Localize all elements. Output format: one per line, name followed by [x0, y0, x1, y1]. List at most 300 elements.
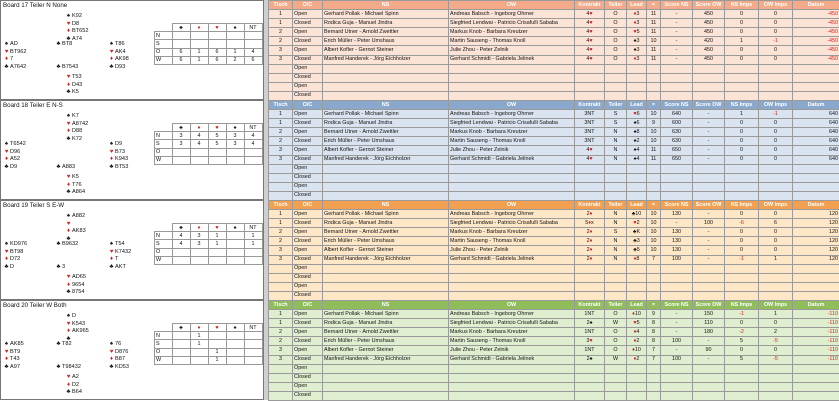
result-cell[interactable]: Erich Müller - Peter Umshaus	[323, 137, 449, 146]
result-cell[interactable]: 4♥	[575, 46, 605, 55]
result-cell[interactable]: Andreas Babsch - Ingeborg Ohrner	[449, 10, 575, 19]
result-cell[interactable]: O	[605, 19, 627, 28]
result-cell[interactable]: Open	[293, 310, 323, 319]
result-cell[interactable]	[661, 373, 693, 382]
result-cell[interactable]: Open	[293, 164, 323, 173]
result-cell[interactable]: Closed	[293, 191, 323, 200]
result-cell[interactable]	[323, 282, 449, 291]
result-cell[interactable]	[605, 273, 627, 282]
result-cell[interactable]	[575, 64, 605, 73]
result-cell[interactable]: Gerhard Schmidt - Gabriela Jelinek	[449, 355, 575, 364]
result-cell[interactable]: -5	[759, 337, 793, 346]
result-cell[interactable]: 180	[693, 328, 725, 337]
result-cell[interactable]: -110	[793, 310, 839, 319]
result-cell[interactable]: -	[661, 28, 693, 37]
result-cell[interactable]: 2♦	[575, 237, 605, 246]
result-cell[interactable]: 2♦	[575, 228, 605, 237]
result-cell[interactable]: Martin Sauseng - Thomas Knoll	[449, 37, 575, 46]
result-cell[interactable]: Julie Zhou - Peter Zelnik	[449, 346, 575, 355]
result-cell[interactable]: ♦2	[627, 355, 647, 364]
result-cell[interactable]	[725, 64, 759, 73]
result-cell[interactable]	[575, 264, 605, 273]
result-cell[interactable]	[627, 364, 647, 373]
result-cell[interactable]: ♣10	[627, 210, 647, 219]
result-cell[interactable]	[759, 73, 793, 82]
result-cell[interactable]	[759, 373, 793, 382]
result-cell[interactable]: 1	[269, 210, 293, 219]
result-cell[interactable]: 0	[759, 128, 793, 137]
result-cell[interactable]: 3NT	[575, 110, 605, 119]
result-cell[interactable]: ♠4	[627, 155, 647, 164]
result-cell[interactable]: 0	[725, 210, 759, 219]
result-cell[interactable]: 1	[269, 10, 293, 19]
result-cell[interactable]	[793, 373, 839, 382]
result-cell[interactable]: 3	[269, 346, 293, 355]
result-cell[interactable]: Rodica Guja - Manuel Jindra	[323, 119, 449, 128]
result-cell[interactable]	[793, 273, 839, 282]
result-cell[interactable]: 0	[725, 228, 759, 237]
result-cell[interactable]	[759, 182, 793, 191]
result-cell[interactable]: 3	[269, 355, 293, 364]
result-cell[interactable]	[575, 73, 605, 82]
result-cell[interactable]: 0	[725, 28, 759, 37]
result-cell[interactable]: Closed	[293, 237, 323, 246]
result-cell[interactable]: Open	[293, 82, 323, 91]
result-cell[interactable]: 450	[693, 10, 725, 19]
result-cell[interactable]: Siegfried Lendwai - Patricio Crisafulli Sababa	[449, 119, 575, 128]
result-cell[interactable]: ♠8	[627, 128, 647, 137]
result-cell[interactable]: 0	[725, 46, 759, 55]
result-cell[interactable]	[793, 382, 839, 391]
result-cell[interactable]: ♣K	[627, 228, 647, 237]
result-cell[interactable]: 110	[693, 319, 725, 328]
result-cell[interactable]	[759, 264, 793, 273]
result-cell[interactable]	[269, 64, 293, 73]
result-cell[interactable]: Closed	[293, 355, 323, 364]
result-cell[interactable]: 2♠	[575, 319, 605, 328]
result-cell[interactable]: -1	[725, 255, 759, 264]
result-cell[interactable]	[661, 182, 693, 191]
result-cell[interactable]: Gerhard Schmidt - Gabriela Jelinek	[449, 255, 575, 264]
result-cell[interactable]: -5	[759, 355, 793, 364]
result-cell[interactable]	[449, 382, 575, 391]
result-cell[interactable]: 1	[269, 110, 293, 119]
result-cell[interactable]: ♣3	[627, 237, 647, 246]
result-cell[interactable]: -2	[725, 328, 759, 337]
result-cell[interactable]	[647, 64, 661, 73]
result-cell[interactable]	[627, 64, 647, 73]
result-cell[interactable]: 1	[759, 255, 793, 264]
result-cell[interactable]	[269, 73, 293, 82]
result-cell[interactable]: Gerhard Pollak - Michael Spinn	[323, 110, 449, 119]
result-cell[interactable]: Closed	[293, 73, 323, 82]
result-cell[interactable]	[575, 282, 605, 291]
result-cell[interactable]: Erich Müller - Peter Umshaus	[323, 337, 449, 346]
result-cell[interactable]	[605, 173, 627, 182]
result-cell[interactable]	[449, 182, 575, 191]
result-cell[interactable]: 0	[725, 237, 759, 246]
result-cell[interactable]	[627, 182, 647, 191]
result-cell[interactable]: 11	[647, 10, 661, 19]
result-cell[interactable]	[661, 391, 693, 400]
result-cell[interactable]: Open	[293, 228, 323, 237]
result-cell[interactable]: 3NT	[575, 119, 605, 128]
result-cell[interactable]: ♦10	[627, 310, 647, 319]
result-cell[interactable]: O	[605, 37, 627, 46]
result-cell[interactable]: Gerhard Schmidt - Gabriela Jelinek	[449, 55, 575, 64]
result-cell[interactable]: 0	[725, 128, 759, 137]
result-cell[interactable]	[693, 373, 725, 382]
result-cell[interactable]	[627, 82, 647, 91]
result-cell[interactable]	[449, 264, 575, 273]
result-cell[interactable]: 3NT	[575, 137, 605, 146]
result-cell[interactable]	[575, 82, 605, 91]
result-cell[interactable]: Albert Kofler - Gernot Steiner	[323, 246, 449, 255]
result-cell[interactable]: O	[605, 337, 627, 346]
result-cell[interactable]: ♠4	[627, 146, 647, 155]
result-cell[interactable]: 10	[647, 128, 661, 137]
result-cell[interactable]: Manfred Handerek - Jörg Eichholzer	[323, 355, 449, 364]
result-cell[interactable]: O	[605, 55, 627, 64]
result-cell[interactable]: 9	[647, 310, 661, 319]
result-cell[interactable]: -450	[793, 10, 839, 19]
result-cell[interactable]: Closed	[293, 37, 323, 46]
result-cell[interactable]: O	[605, 346, 627, 355]
result-cell[interactable]: Closed	[293, 55, 323, 64]
result-cell[interactable]	[693, 73, 725, 82]
result-cell[interactable]	[725, 173, 759, 182]
result-cell[interactable]: 1	[269, 319, 293, 328]
result-cell[interactable]: 600	[661, 119, 693, 128]
result-cell[interactable]	[661, 364, 693, 373]
result-cell[interactable]	[793, 173, 839, 182]
result-cell[interactable]	[647, 373, 661, 382]
result-cell[interactable]: -	[661, 328, 693, 337]
result-cell[interactable]	[793, 182, 839, 191]
result-cell[interactable]: -110	[793, 346, 839, 355]
result-cell[interactable]: Gerhard Pollak - Michael Spinn	[323, 210, 449, 219]
result-cell[interactable]: 3	[269, 255, 293, 264]
result-cell[interactable]	[323, 373, 449, 382]
result-cell[interactable]	[449, 164, 575, 173]
result-cell[interactable]	[627, 382, 647, 391]
result-cell[interactable]: Closed	[293, 273, 323, 282]
result-cell[interactable]: 0	[759, 46, 793, 55]
result-cell[interactable]: 630	[661, 137, 693, 146]
result-cell[interactable]: -	[693, 355, 725, 364]
result-cell[interactable]: Open	[293, 246, 323, 255]
result-cell[interactable]: 3NT	[575, 128, 605, 137]
result-cell[interactable]: 0	[725, 10, 759, 19]
result-cell[interactable]	[725, 273, 759, 282]
result-cell[interactable]: Siegfried Lendwai - Patricio Crisafulli Sababa	[449, 19, 575, 28]
result-cell[interactable]	[725, 382, 759, 391]
result-cell[interactable]: Martin Sauseng - Thomas Knoll	[449, 337, 575, 346]
result-cell[interactable]: 5	[725, 355, 759, 364]
result-cell[interactable]: ♦4	[627, 328, 647, 337]
result-cell[interactable]	[449, 73, 575, 82]
result-cell[interactable]: 8	[647, 328, 661, 337]
result-cell[interactable]: 10	[647, 228, 661, 237]
result-cell[interactable]: -	[693, 255, 725, 264]
result-cell[interactable]: Open	[293, 110, 323, 119]
result-cell[interactable]	[693, 173, 725, 182]
result-cell[interactable]	[269, 164, 293, 173]
result-cell[interactable]: 0	[759, 155, 793, 164]
result-cell[interactable]: Bernard Utner - Arnold Zwettler	[323, 128, 449, 137]
result-cell[interactable]: 0	[759, 10, 793, 19]
result-cell[interactable]	[725, 282, 759, 291]
result-cell[interactable]	[269, 82, 293, 91]
result-cell[interactable]: Manfred Handerek - Jörg Eichholzer	[323, 155, 449, 164]
result-cell[interactable]: 0	[725, 19, 759, 28]
result-cell[interactable]: 11	[647, 28, 661, 37]
result-cell[interactable]: 1NT	[575, 328, 605, 337]
result-cell[interactable]: 2	[269, 28, 293, 37]
result-cell[interactable]: 4♥	[575, 37, 605, 46]
result-cell[interactable]: ♠2	[627, 137, 647, 146]
result-cell[interactable]: ♦10	[627, 346, 647, 355]
result-cell[interactable]: Markus Knob - Barbara Kreutzer	[449, 228, 575, 237]
result-cell[interactable]: 1	[269, 19, 293, 28]
result-cell[interactable]: 0	[759, 246, 793, 255]
result-cell[interactable]: 3♥	[575, 337, 605, 346]
result-cell[interactable]: N	[605, 246, 627, 255]
result-cell[interactable]: Open	[293, 382, 323, 391]
result-cell[interactable]: Closed	[293, 119, 323, 128]
result-cell[interactable]	[725, 373, 759, 382]
result-cell[interactable]: -1	[759, 110, 793, 119]
result-cell[interactable]: Rodica Guja - Manuel Jindra	[323, 19, 449, 28]
result-cell[interactable]	[693, 64, 725, 73]
result-cell[interactable]	[605, 64, 627, 73]
result-cell[interactable]	[647, 182, 661, 191]
result-cell[interactable]: 640	[793, 155, 839, 164]
result-cell[interactable]: 1	[269, 119, 293, 128]
result-cell[interactable]	[605, 364, 627, 373]
result-cell[interactable]: 3	[269, 155, 293, 164]
result-cell[interactable]: N	[605, 237, 627, 246]
result-cell[interactable]: Rodica Guja - Manuel Jindra	[323, 319, 449, 328]
result-cell[interactable]: Closed	[293, 91, 323, 100]
result-cell[interactable]: Albert Kofler - Gernot Steiner	[323, 46, 449, 55]
result-cell[interactable]: Closed	[293, 173, 323, 182]
result-cell[interactable]	[647, 382, 661, 391]
result-cell[interactable]: Manfred Handerek - Jörg Eichholzer	[323, 255, 449, 264]
result-cell[interactable]: 4♥	[575, 28, 605, 37]
result-cell[interactable]: -450	[793, 19, 839, 28]
result-cell[interactable]: 150	[693, 310, 725, 319]
result-cell[interactable]: Martin Sauseng - Thomas Knoll	[449, 237, 575, 246]
result-cell[interactable]: Martin Sauseng - Thomas Knoll	[449, 137, 575, 146]
result-cell[interactable]	[793, 64, 839, 73]
result-cell[interactable]	[693, 264, 725, 273]
result-cell[interactable]	[725, 164, 759, 173]
result-cell[interactable]: 0	[759, 137, 793, 146]
result-cell[interactable]: 1	[759, 310, 793, 319]
result-cell[interactable]: N	[605, 219, 627, 228]
result-cell[interactable]: -	[693, 246, 725, 255]
result-cell[interactable]: 5♦x	[575, 219, 605, 228]
result-cell[interactable]: S	[605, 119, 627, 128]
result-cell[interactable]	[661, 164, 693, 173]
result-cell[interactable]: 0	[759, 228, 793, 237]
result-cell[interactable]: Gerhard Pollak - Michael Spinn	[323, 10, 449, 19]
result-cell[interactable]: Open	[293, 64, 323, 73]
result-cell[interactable]	[605, 373, 627, 382]
result-cell[interactable]: O	[605, 10, 627, 19]
result-cell[interactable]	[605, 73, 627, 82]
result-cell[interactable]: 11	[647, 155, 661, 164]
result-cell[interactable]: 1	[269, 219, 293, 228]
result-cell[interactable]: 0	[725, 346, 759, 355]
result-cell[interactable]: 4♥	[575, 55, 605, 64]
result-cell[interactable]	[575, 382, 605, 391]
result-cell[interactable]: 2	[269, 237, 293, 246]
result-cell[interactable]: -	[661, 346, 693, 355]
result-cell[interactable]	[449, 82, 575, 91]
result-cell[interactable]: Markus Knob - Barbara Kreutzer	[449, 128, 575, 137]
result-cell[interactable]: 9	[647, 119, 661, 128]
result-cell[interactable]: O	[605, 328, 627, 337]
result-cell[interactable]: Andreas Babsch - Ingeborg Ohrner	[449, 310, 575, 319]
result-cell[interactable]: -	[661, 46, 693, 55]
result-cell[interactable]: W	[605, 355, 627, 364]
result-cell[interactable]	[647, 282, 661, 291]
result-cell[interactable]	[323, 64, 449, 73]
result-cell[interactable]: Andreas Babsch - Ingeborg Ohrner	[449, 110, 575, 119]
result-cell[interactable]: 11	[647, 19, 661, 28]
result-cell[interactable]: 0	[759, 319, 793, 328]
result-cell[interactable]: S	[605, 228, 627, 237]
result-cell[interactable]: 10	[647, 137, 661, 146]
result-cell[interactable]: 4♥	[575, 19, 605, 28]
result-cell[interactable]: Closed	[293, 291, 323, 300]
result-cell[interactable]	[575, 273, 605, 282]
result-cell[interactable]: Open	[293, 182, 323, 191]
result-cell[interactable]: ♦2	[627, 337, 647, 346]
result-cell[interactable]: N	[605, 146, 627, 155]
result-cell[interactable]	[661, 82, 693, 91]
result-cell[interactable]: 100	[661, 355, 693, 364]
result-cell[interactable]: 2♦	[575, 255, 605, 264]
result-cell[interactable]	[647, 173, 661, 182]
result-cell[interactable]: 3	[269, 246, 293, 255]
result-cell[interactable]: Closed	[293, 137, 323, 146]
result-cell[interactable]: ♠3	[627, 46, 647, 55]
result-cell[interactable]: 2	[269, 328, 293, 337]
result-cell[interactable]	[575, 364, 605, 373]
result-cell[interactable]: Bernard Utner - Arnold Zwettler	[323, 328, 449, 337]
result-cell[interactable]: ♦3	[627, 19, 647, 28]
result-cell[interactable]: ♦3	[627, 55, 647, 64]
result-cell[interactable]	[759, 364, 793, 373]
result-cell[interactable]	[693, 391, 725, 400]
result-cell[interactable]: N	[605, 155, 627, 164]
result-cell[interactable]: Open	[293, 210, 323, 219]
result-cell[interactable]: 130	[661, 246, 693, 255]
result-cell[interactable]	[693, 282, 725, 291]
result-cell[interactable]: Julie Zhou - Peter Zelnik	[449, 246, 575, 255]
result-cell[interactable]: 1	[725, 110, 759, 119]
result-cell[interactable]: 3	[269, 146, 293, 155]
result-cell[interactable]: 640	[661, 110, 693, 119]
result-cell[interactable]: Erich Müller - Peter Umshaus	[323, 237, 449, 246]
result-cell[interactable]: Open	[293, 328, 323, 337]
result-cell[interactable]: 2	[759, 328, 793, 337]
result-cell[interactable]: 450	[693, 19, 725, 28]
result-cell[interactable]: O	[605, 46, 627, 55]
result-cell[interactable]	[793, 264, 839, 273]
result-cell[interactable]: 3	[269, 46, 293, 55]
result-cell[interactable]: N	[605, 137, 627, 146]
result-cell[interactable]	[793, 164, 839, 173]
result-cell[interactable]: 130	[661, 210, 693, 219]
result-cell[interactable]	[661, 282, 693, 291]
result-cell[interactable]: 10	[647, 237, 661, 246]
result-cell[interactable]	[449, 364, 575, 373]
result-cell[interactable]: -1	[759, 37, 793, 46]
result-cell[interactable]: ♦3	[627, 10, 647, 19]
result-cell[interactable]	[759, 82, 793, 91]
result-cell[interactable]	[323, 382, 449, 391]
result-cell[interactable]	[323, 164, 449, 173]
result-cell[interactable]: 640	[793, 146, 839, 155]
result-cell[interactable]: 90	[693, 346, 725, 355]
result-cell[interactable]: 1NT	[575, 346, 605, 355]
result-cell[interactable]: Open	[293, 282, 323, 291]
result-cell[interactable]	[661, 173, 693, 182]
result-cell[interactable]: ♥5	[627, 28, 647, 37]
result-cell[interactable]	[661, 273, 693, 282]
result-cell[interactable]: 100	[661, 255, 693, 264]
result-cell[interactable]: W	[605, 319, 627, 328]
result-cell[interactable]	[449, 273, 575, 282]
result-cell[interactable]	[627, 73, 647, 82]
result-cell[interactable]	[661, 73, 693, 82]
result-cell[interactable]: 10	[647, 210, 661, 219]
result-cell[interactable]	[627, 391, 647, 400]
result-cell[interactable]: -	[661, 10, 693, 19]
result-cell[interactable]: 2	[269, 337, 293, 346]
result-cell[interactable]	[323, 364, 449, 373]
result-cell[interactable]: 120	[793, 219, 839, 228]
result-cell[interactable]: -110	[793, 319, 839, 328]
result-cell[interactable]: Siegfried Lendwai - Patricio Crisafulli Sababa	[449, 319, 575, 328]
result-cell[interactable]	[759, 382, 793, 391]
result-cell[interactable]: N	[605, 255, 627, 264]
result-cell[interactable]: 3	[269, 55, 293, 64]
result-cell[interactable]	[693, 273, 725, 282]
result-cell[interactable]	[605, 82, 627, 91]
result-cell[interactable]	[693, 82, 725, 91]
result-cell[interactable]: 420	[693, 37, 725, 46]
result-cell[interactable]: -	[693, 228, 725, 237]
result-cell[interactable]: 1NT	[575, 310, 605, 319]
result-cell[interactable]	[759, 64, 793, 73]
result-cell[interactable]	[627, 264, 647, 273]
result-cell[interactable]: Closed	[293, 391, 323, 400]
result-cell[interactable]	[269, 264, 293, 273]
result-cell[interactable]: Julie Zhou - Peter Zelnik	[449, 146, 575, 155]
result-cell[interactable]: ♣5	[627, 246, 647, 255]
result-cell[interactable]: Julie Zhou - Peter Zelnik	[449, 46, 575, 55]
result-cell[interactable]: 100	[661, 337, 693, 346]
result-cell[interactable]: S	[605, 110, 627, 119]
result-cell[interactable]: 0	[725, 137, 759, 146]
result-cell[interactable]: Closed	[293, 255, 323, 264]
result-cell[interactable]: -	[693, 337, 725, 346]
